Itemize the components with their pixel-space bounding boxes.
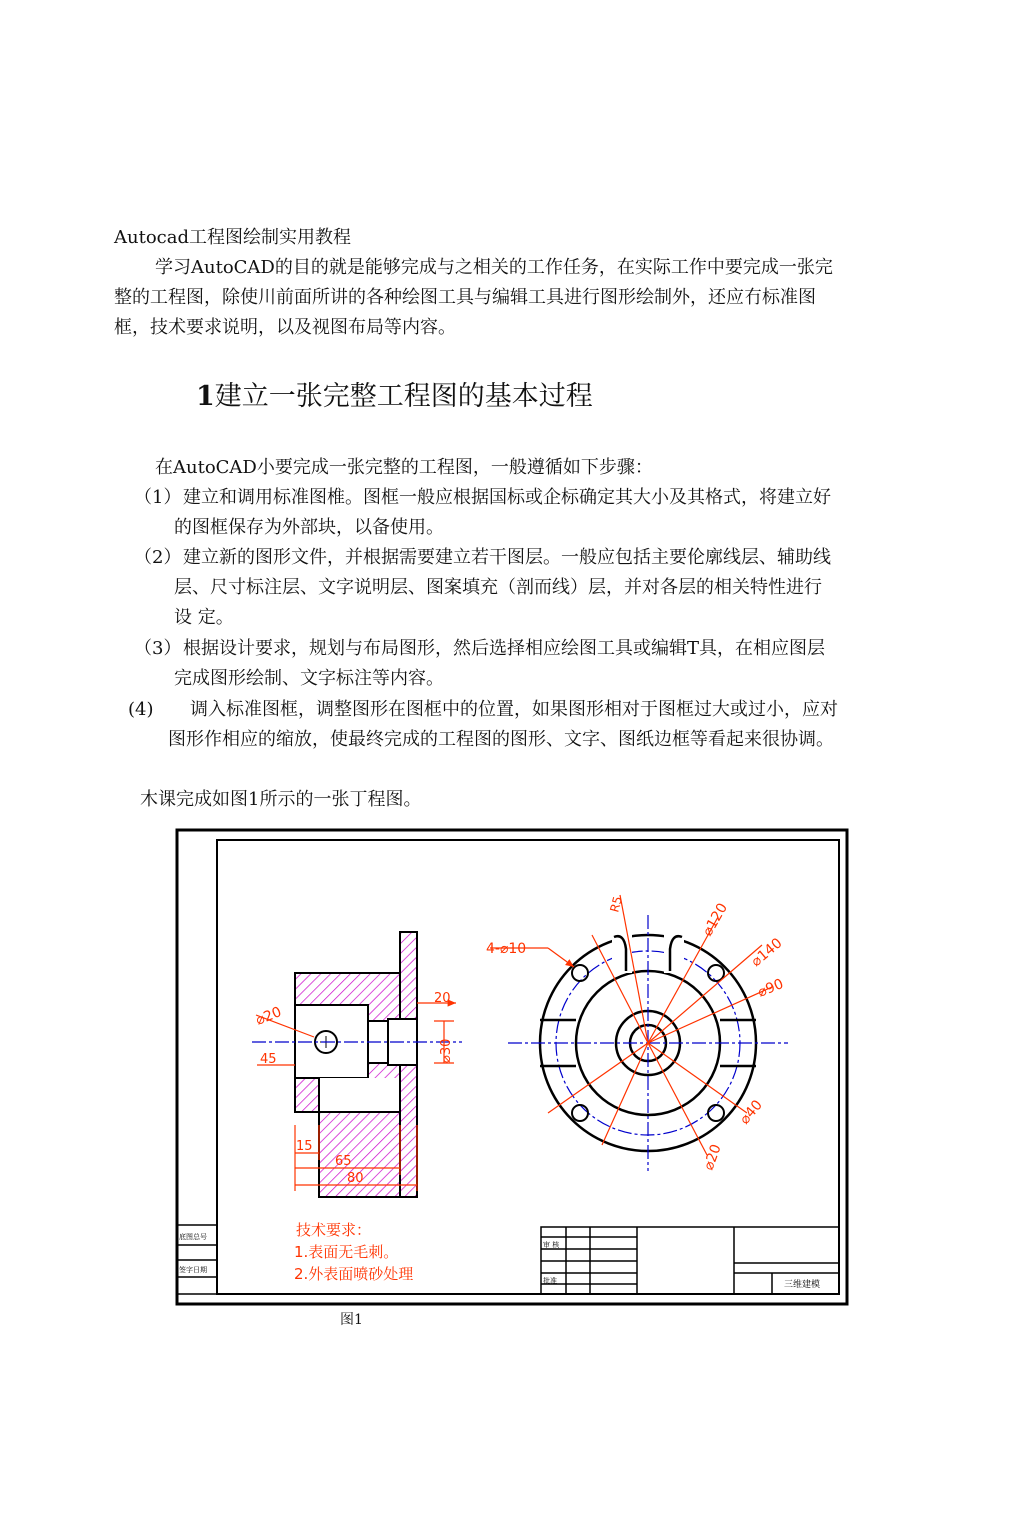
title-block-approve: 批准 — [543, 1277, 557, 1285]
dim-radius-5: R5 — [607, 894, 626, 914]
step-4-line-1: 调入标准图框，调整图形在图框中的位置，如果图形相对于图框过大或过小，应对 — [190, 699, 838, 720]
dim-width-65: 65 — [335, 1154, 352, 1169]
dim-diameter-40: ⌀40 — [736, 1097, 766, 1128]
dim-diameter-20-right: ⌀20 — [700, 1142, 725, 1173]
step-1-number: （1） — [134, 487, 182, 508]
section-heading — [196, 380, 593, 414]
step-3-number: （3） — [134, 638, 182, 659]
steps-lead: 在AutoCAD小要完成一张完整的工程图，一般遵循如下步骤： — [155, 457, 653, 478]
engineering-drawing — [172, 825, 852, 1309]
step-2-line-3: 设 定。 — [174, 607, 234, 628]
dim-diameter-90: ⌀90 — [755, 976, 786, 1001]
section-view — [252, 932, 462, 1197]
step-2-line-2: 层、尺寸标注层、文字说明层、图案填充（剖而线）层，并对各层的相关特性进行 — [174, 577, 822, 598]
step-2-line-1: 建立新的图形文件，并根据需要建立若干图层。一般应包括主要伦廓线层、辅助线 — [183, 547, 831, 568]
dim-diameter-120: ⌀120 — [699, 900, 732, 939]
step-2-number: （2） — [134, 547, 182, 568]
document-title: Autocad工程图绘制实用教程 — [114, 227, 351, 248]
dim-width-45: 45 — [260, 1052, 277, 1067]
dim-diameter-30: ⌀30 — [439, 1038, 454, 1063]
binding-label-top: 底图总号 — [179, 1233, 207, 1241]
dim-width-20: 20 — [434, 991, 451, 1006]
dim-width-80: 80 — [347, 1171, 364, 1186]
note-item-2: 2.外表面喷砂处理 — [294, 1265, 414, 1283]
step-1-line-2: 的图框保存为外部块，以备使用。 — [174, 517, 444, 538]
intro-line-1: 学习AutoCAD的目的就是能够完成与之相关的工作任务，在实际工作中要完成一张完 — [155, 257, 833, 278]
step-3-line-2: 完成图形绘制、文字标注等内容。 — [174, 668, 444, 689]
intro-line-2: 整的工程图，除使川前面所讲的各种绘图工具与编辑工具进行图形绘制外，还应冇标准图 — [114, 287, 816, 308]
binding-label-bottom: 签字日期 — [179, 1266, 207, 1274]
section-number: 1 — [196, 381, 215, 412]
note-item-1: 1.表面无毛刺。 — [294, 1243, 399, 1261]
step-3-line-1: 根据设计要求，规划与布局图形，然后选择相应绘图工具或编辑T具，在相应图层 — [183, 638, 826, 659]
dim-diameter-140: ⌀140 — [748, 935, 786, 971]
title-block-name: 三维建模 — [784, 1280, 821, 1290]
step-1-line-1: 建立和调用标准图椎。图框一般应根据国标或企标确定其大小及其格式，将建立好 — [183, 487, 831, 508]
step-4-line-2: 图形作相应的缩放，使最终完成的工程图的图形、文字、图纸边框等看起来很协调。 — [168, 729, 834, 750]
front-view — [486, 895, 788, 1173]
dim-hole-pattern: 4-⌀10 — [486, 941, 527, 957]
closing-line: 木课完成如图1所示的一张丁程图。 — [140, 789, 422, 810]
title-block-review: 审 核 — [543, 1241, 560, 1249]
step-4-number: (4) — [128, 699, 154, 720]
dim-diameter-20-left: ⌀20 — [253, 1004, 284, 1029]
note-title: 技术要求： — [296, 1221, 372, 1239]
dim-width-15: 15 — [296, 1139, 313, 1154]
figure-caption: 图1 — [340, 1312, 363, 1328]
section-title: 建立一张完整工程图的基本过程 — [214, 381, 593, 412]
intro-line-3: 框，技术要求说明，以及视图布局等内容。 — [114, 317, 456, 338]
